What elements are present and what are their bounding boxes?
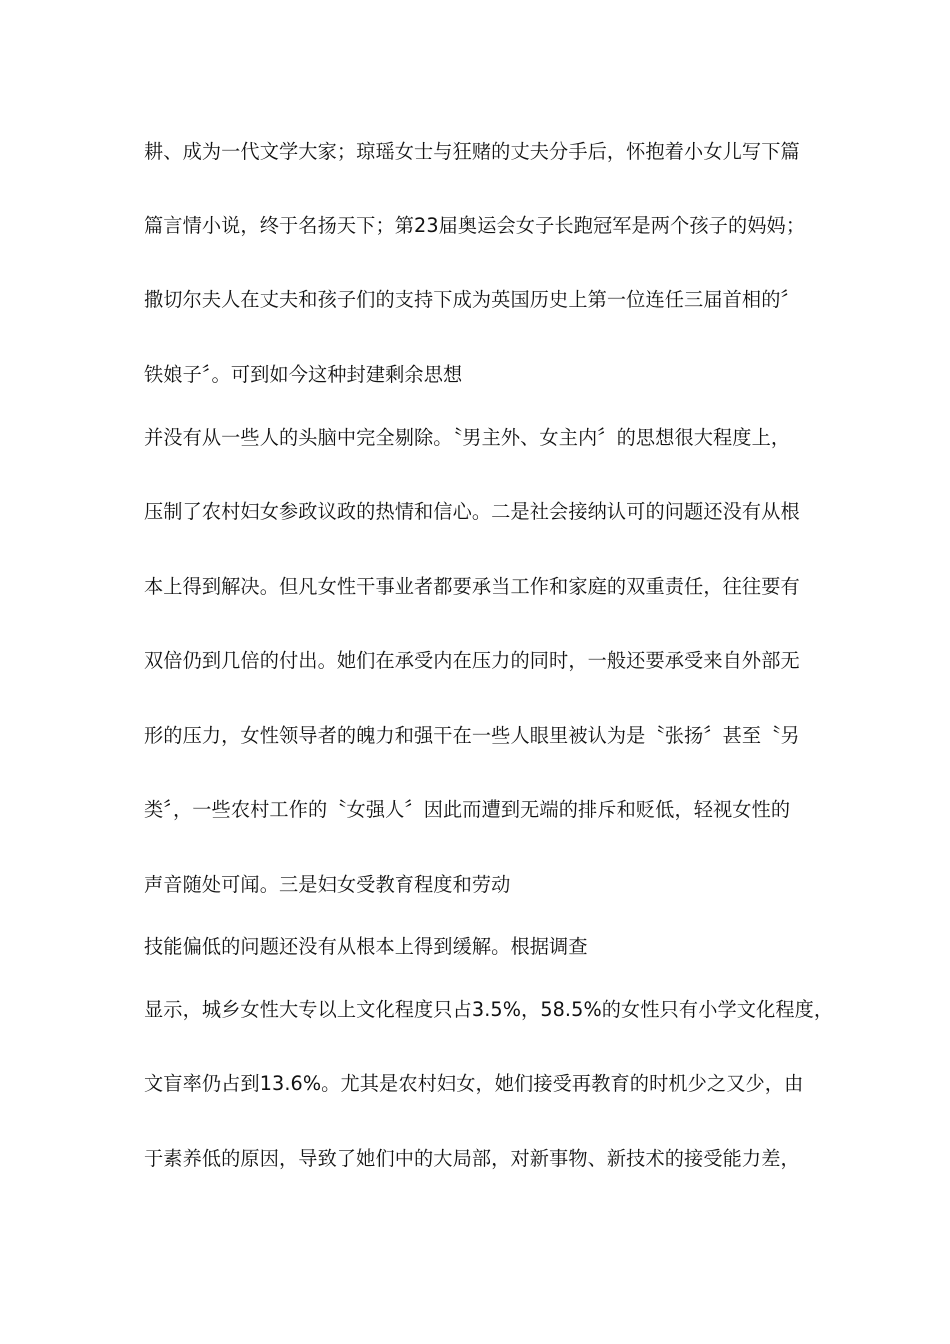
text-line: 铁娘子〞。可到如今这种封建剩余思想 (144, 363, 463, 386)
text-line: 耕、成为一代文学大家；琼瑶女士与狂赌的丈夫分手后，怀抱着小女儿写下篇 (144, 140, 800, 163)
text-line: 形的压力，女性领导者的魄力和强干在一些人眼里被认为是〝张扬〞甚至〝另 (144, 724, 800, 747)
text-line: 类〞，一些农村工作的〝女强人〞因此而遭到无端的排斥和贬低，轻视女性的 (144, 798, 791, 821)
text-line: 压制了农村妇女参政议政的热情和信心。二是社会接纳认可的问题还没有从根 (144, 500, 800, 523)
text-line: 技能偏低的问题还没有从根本上得到缓解。根据调查 (144, 935, 588, 958)
text-line: 篇言情小说，终于名扬天下；第23届奥运会女子长跑冠军是两个孩子的妈妈； (144, 214, 806, 237)
text-line: 撒切尔夫人在丈夫和孩子们的支持下成为英国历史上第一位连任三届首相的〞 (144, 288, 800, 311)
text-line: 并没有从一些人的头脑中完全剔除。〝男主外、女主内〞的思想很大程度上， (144, 426, 791, 449)
text-line: 于素养低的原因，导致了她们中的大局部，对新事物、新技术的接受能力差， (144, 1147, 800, 1170)
text-line: 显示，城乡女性大专以上文化程度只占3.5%，58.5%的女性只有小学文化程度， (144, 998, 834, 1021)
text-line: 本上得到解决。但凡女性干事业者都要承当工作和家庭的双重责任，往往要有 (144, 575, 800, 598)
text-line: 声音随处可闻。三是妇女受教育程度和劳动 (144, 873, 511, 896)
text-line: 双倍仍到几倍的付出。她们在承受内在压力的同时，一般还要承受来自外部无 (144, 649, 800, 672)
text-line: 文盲率仍占到13.6%。尤其是农村妇女，她们接受再教育的时机少之又少，由 (144, 1072, 804, 1095)
